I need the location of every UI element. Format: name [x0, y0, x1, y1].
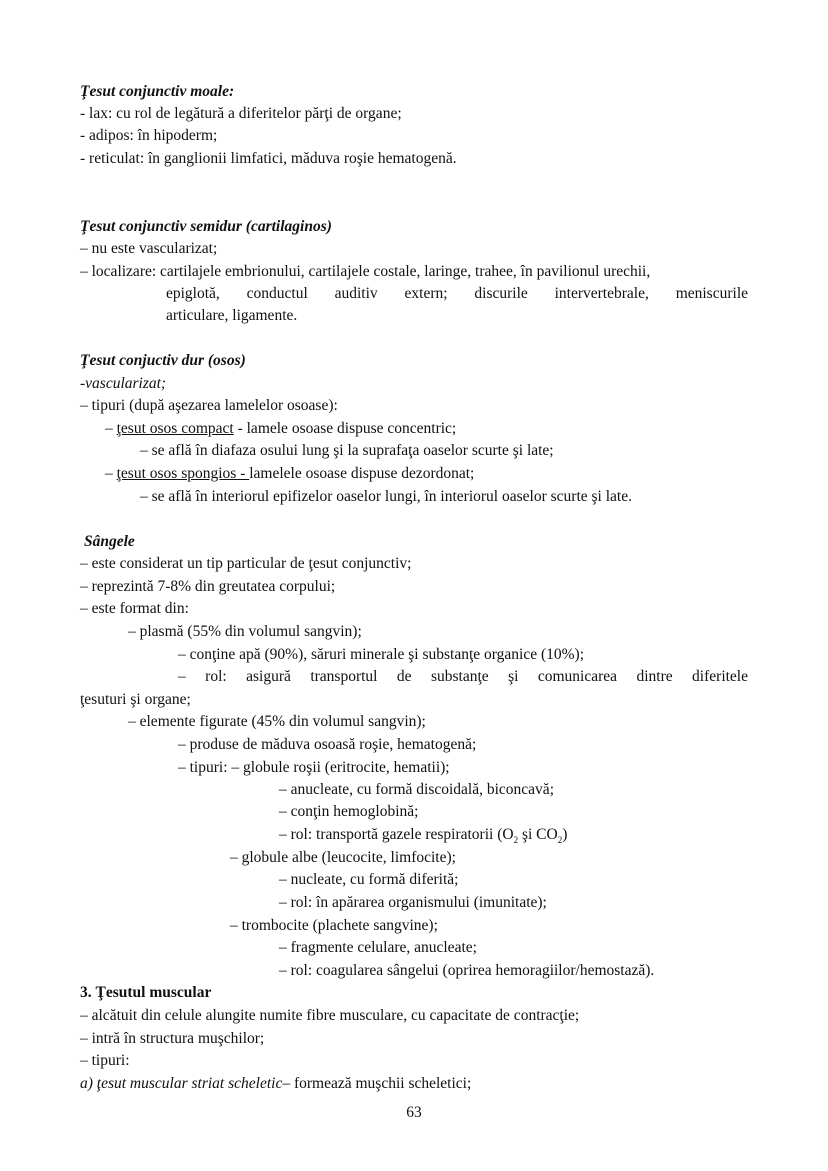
list-item: – rol: coagularea sângelui (oprirea hemoragiilor/hemostază).	[279, 962, 655, 979]
list-item: – este format din:	[80, 600, 189, 617]
section-title-blood: Sângele	[84, 533, 135, 550]
list-item: – este considerat un tip particular de ţesut conjunctiv;	[80, 555, 412, 572]
section-title-muscle: 3. Ţesutul muscular	[80, 984, 212, 1001]
term-compact-bone: ţesut osos compact	[116, 420, 234, 437]
page-number: 63	[406, 1104, 422, 1121]
dash: –	[105, 465, 117, 482]
list-item: – se află în diafaza osului lung şi la suprafaţa oaselor scurte şi late;	[140, 442, 554, 459]
list-item: – rol: asigură transportul de substanţe şi comunicarea dintre diferitele	[178, 668, 748, 685]
text: – rol: transportă gazele respiratorii (O	[279, 826, 514, 843]
list-item: – tipuri:	[80, 1052, 130, 1069]
list-item: -vascularizat;	[80, 375, 167, 392]
list-item-continuation: epiglotă, conductul auditiv extern; discurile intervertebrale, meniscurile	[166, 285, 748, 302]
list-item: – fragmente celulare, anucleate;	[279, 939, 477, 956]
text: )	[562, 826, 568, 843]
list-item: - reticulat: în ganglionii limfatici, măduva roşie hematogenă.	[80, 150, 457, 167]
list-item: – nu este vascularizat;	[80, 240, 218, 257]
list-item: – trombocite (plachete sangvine);	[230, 917, 438, 934]
list-item: – alcătuit din celule alungite numite fibre musculare, cu capacitate de contracţie;	[80, 1007, 580, 1024]
section-title-soft-connective: Ţesut conjunctiv moale:	[80, 83, 235, 100]
list-item: – produse de măduva osoasă roşie, hematogenă;	[178, 736, 477, 753]
subscript: 2	[513, 835, 519, 846]
term-description: lamelele osoase dispuse dezordonat;	[249, 465, 475, 482]
list-item	[80, 1074, 471, 1094]
list-item-continuation: ţesuturi şi organe;	[80, 691, 191, 708]
list-item: – tipuri: – globule roşii (eritrocite, hematii);	[178, 759, 450, 776]
section-title-bone: Ţesut conjuctiv dur (osos)	[80, 352, 246, 369]
term-spongy-bone: ţesut osos spongios -	[116, 465, 250, 482]
list-item-continuation: articulare, ligamente.	[166, 307, 298, 324]
list-item: – rol: în apărarea organismului (imunitate);	[279, 894, 547, 911]
list-item: - lax: cu rol de legătură a diferitelor părţi de organe;	[80, 105, 402, 122]
text: şi CO	[518, 826, 558, 843]
list-item: – reprezintă 7-8% din greutatea corpului;	[80, 578, 336, 595]
list-item: - adipos: în hipoderm;	[80, 127, 218, 144]
term-skeletal-muscle: a) ţesut muscular striat scheletic	[80, 1075, 283, 1092]
subscript: 2	[557, 835, 563, 846]
list-item-compact-bone	[105, 419, 456, 439]
list-item: – conţine apă (90%), săruri minerale şi substanţe organice (10%);	[178, 646, 585, 663]
list-item: – anucleate, cu formă discoidală, biconcavă;	[279, 781, 554, 798]
list-item: – conţin hemoglobină;	[279, 803, 419, 820]
list-item-spongy-bone	[105, 464, 474, 484]
section-title-cartilage: Ţesut conjunctiv semidur (cartilaginos)	[80, 218, 332, 235]
term-description: – formează muşchii scheletici;	[282, 1075, 472, 1092]
list-item	[279, 825, 567, 845]
list-item: – nucleate, cu formă diferită;	[279, 871, 459, 888]
list-item: – intră în structura muşchilor;	[80, 1030, 265, 1047]
list-item: – elemente figurate (45% din volumul sangvin);	[128, 713, 426, 730]
list-item: – localizare: cartilajele embrionului, cartilajele costale, laringe, trahee, în pavilionul urechii,	[80, 263, 651, 280]
list-item: – se află în interiorul epifizelor oaselor lungi, în interiorul oaselor scurte şi late.	[140, 488, 632, 505]
list-item: – globule albe (leucocite, limfocite);	[230, 849, 456, 866]
dash: –	[105, 420, 117, 437]
term-description: - lamele osoase dispuse concentric;	[233, 420, 457, 437]
list-item: – plasmă (55% din volumul sangvin);	[128, 623, 362, 640]
list-item: – tipuri (după aşezarea lamelelor osoase):	[80, 397, 338, 414]
